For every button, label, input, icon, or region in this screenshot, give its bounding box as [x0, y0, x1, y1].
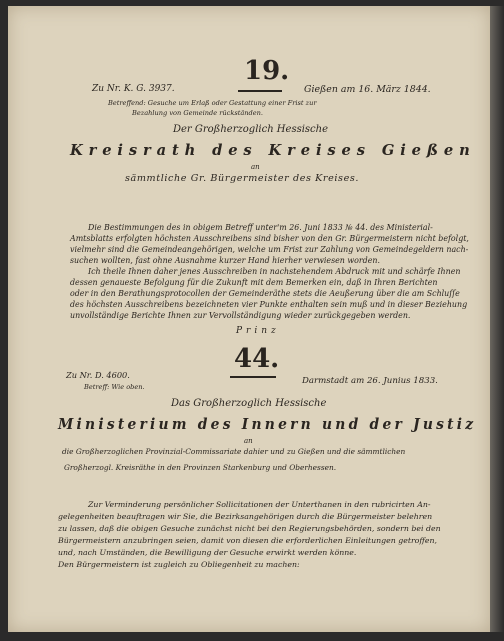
authority-line: Das Großherzoglich Hessische	[171, 398, 327, 409]
subject-line-2: Bezahlung von Gemeinde rückständen.	[132, 109, 264, 117]
body-line: Amtsblatts erfolgten höchsten Ausschreibens sind bisher von den Gr. Bürgermeistern nicht befolgt,	[70, 234, 469, 243]
place-date: Darmstadt am 26. Junius 1833.	[302, 376, 438, 386]
body-line: Die Bestimmungen des in obigem Betreff unter'm 26. Juni 1833 № 44. des Ministerial-	[88, 223, 433, 232]
subject-line-1: Betreffend: Gesuche um Erlaß oder Gestattung einer Frist zur	[108, 99, 317, 107]
body-line: gelegenheiten beauftragen wir Sie, die Bezirksangehörigen durch die Bürgermeister belehren	[58, 512, 433, 521]
section-number-underline	[238, 90, 282, 92]
section-number-19: 19.	[244, 56, 290, 86]
body-line: Den Bürgermeistern ist zugleich zu Obliegenheit zu machen:	[58, 560, 300, 569]
body-line: suchen wollten, fast ohne Ausnahme kurzer Hand hierher verwiesen worden.	[70, 256, 380, 265]
document-page	[8, 6, 490, 632]
body-line: Zur Verminderung persönlicher Sollicitationen der Unterthanen in den rubricirten An-	[88, 500, 431, 509]
place-date: Gießen am 16. März 1844.	[304, 84, 431, 95]
body-line: oder in den Berathungsprotocollen der Gemeinderäthe stets die Aeußerung über die am Schluſſe	[70, 289, 460, 298]
recipients-line-2: Großherzogl. Kreisräthe in den Provinzen Starkenburg und Oberhessen.	[64, 463, 337, 472]
addressee-an: an	[251, 163, 260, 171]
subject-line: Betreff: Wie oben.	[84, 383, 145, 391]
body-line: dessen genaueste Befolgung für die Zukunft mit dem Bemerken ein, daß in Ihren Berichten	[70, 278, 438, 287]
section-number-underline	[230, 376, 276, 378]
body-line: unvollständige Berichte Ihnen zur Vervollständigung wieder zurückgegeben werden.	[70, 311, 411, 320]
body-line: vielmehr sind die Gemeindeangehörigen, welche um Frist zur Zahlung von Gemeindegeldern nach-	[70, 245, 469, 254]
reference-number: Zu Nr. D. 4600.	[66, 370, 130, 380]
authority-line: Der Großherzoglich Hessische	[173, 124, 328, 135]
authority-title: Ministerium des Innern und der Justiz	[58, 415, 477, 433]
book-binding-edge	[490, 6, 504, 632]
body-line: Ich theile Ihnen daher jenes Ausschreiben in nachstehendem Abdruck mit und schärfe Ihnen	[88, 267, 461, 276]
recipients: sämmtliche Gr. Bürgermeister des Kreises.	[125, 173, 360, 184]
recipients-line-1: die Großherzoglichen Provinzial-Commissariate dahier und zu Gießen und die sämmtlichen	[62, 447, 406, 456]
body-line: des höchsten Ausschreibens bezeichneten vier Punkte enthalten sein muß und in dieser Beziehung	[70, 300, 468, 309]
reference-number: Zu Nr. K. G. 3937.	[92, 84, 175, 94]
signature: Prinz	[236, 326, 280, 336]
authority-title: Kreisrath des Kreises Gießen	[70, 141, 476, 159]
body-line: und, nach Umständen, die Bewilligung der Gesuche erwirkt werden könne.	[58, 548, 357, 557]
body-line: zu lassen, daß die obigen Gesuche zunächst nicht bei den Regierungsbehörden, sondern bei den	[58, 524, 441, 533]
body-line: Bürgermeistern anzubringen seien, damit von diesen die erforderlichen Einleitungen getroffen,	[58, 536, 438, 545]
section-number-44: 44.	[234, 344, 280, 374]
addressee-an: an	[244, 437, 253, 445]
